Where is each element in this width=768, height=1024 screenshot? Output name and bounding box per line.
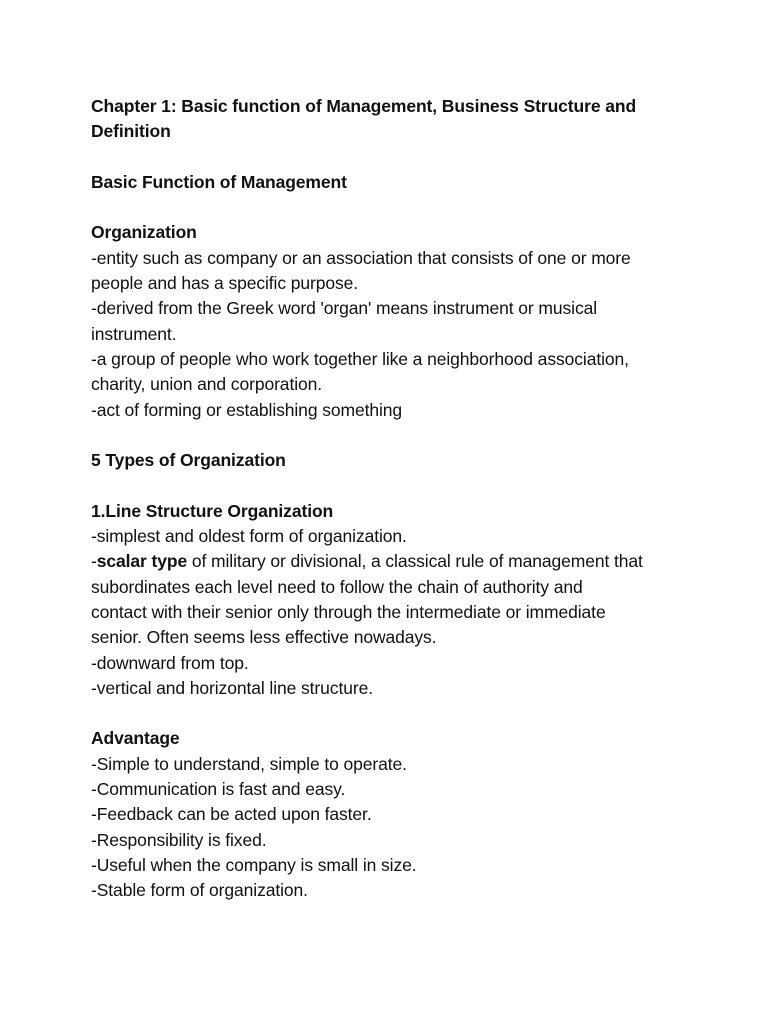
- line-structure-text-line: -simplest and oldest form of organization.: [91, 526, 407, 547]
- organization-text-line: -derived from the Greek word 'organ' means instrument or musical: [91, 298, 598, 319]
- advantage-item: -Simple to understand, simple to operate.: [91, 753, 407, 774]
- spacer: [91, 701, 701, 726]
- advantage-heading: Advantage: [91, 728, 180, 749]
- chapter-title-line-2: Definition: [91, 121, 171, 142]
- advantage-item: -Responsibility is fixed.: [91, 829, 267, 850]
- types-heading: 5 Types of Organization: [91, 450, 286, 471]
- scalar-type-line: [91, 549, 701, 574]
- line-structure-text-line: senior. Often seems less effective nowadays.: [91, 627, 437, 648]
- organization-text-line: -entity such as company or an association that consists of one or more: [91, 247, 631, 268]
- line-structure-text-line: -downward from top.: [91, 652, 249, 673]
- line-structure-text-line: -vertical and horizontal line structure.: [91, 677, 373, 698]
- organization-heading: Organization: [91, 222, 197, 243]
- advantage-item: -Stable form of organization.: [91, 880, 308, 901]
- document-page: [91, 94, 701, 904]
- organization-text-line: -act of forming or establishing something: [91, 399, 403, 420]
- section-heading: Basic Function of Management: [91, 171, 347, 192]
- line-structure-heading: 1.Line Structure Organization: [91, 500, 334, 521]
- organization-text-line: charity, union and corporation.: [91, 374, 323, 395]
- scalar-prefix: -: [91, 551, 97, 572]
- organization-text-line: -a group of people who work together like a neighborhood association,: [91, 348, 629, 369]
- line-structure-text-line: contact with their senior only through the intermediate or immediate: [91, 601, 606, 622]
- spacer: [91, 195, 701, 220]
- organization-text-line: instrument.: [91, 323, 177, 344]
- spacer: [91, 145, 701, 170]
- spacer: [91, 423, 701, 448]
- spacer: [91, 473, 701, 498]
- organization-text-line: people and has a specific purpose.: [91, 273, 359, 294]
- scalar-type-term: scalar type: [96, 551, 188, 572]
- advantage-item: -Feedback can be acted upon faster.: [91, 804, 372, 825]
- advantage-item: -Communication is fast and easy.: [91, 779, 346, 800]
- scalar-type-rest: of military or divisional, a classical rule of management that: [187, 551, 643, 572]
- advantage-item: -Useful when the company is small in size.: [91, 854, 417, 875]
- line-structure-text-line: subordinates each level need to follow the chain of authority and: [91, 576, 583, 597]
- chapter-title-line-1: Chapter 1: Basic function of Management, Business Structure and: [91, 96, 637, 116]
